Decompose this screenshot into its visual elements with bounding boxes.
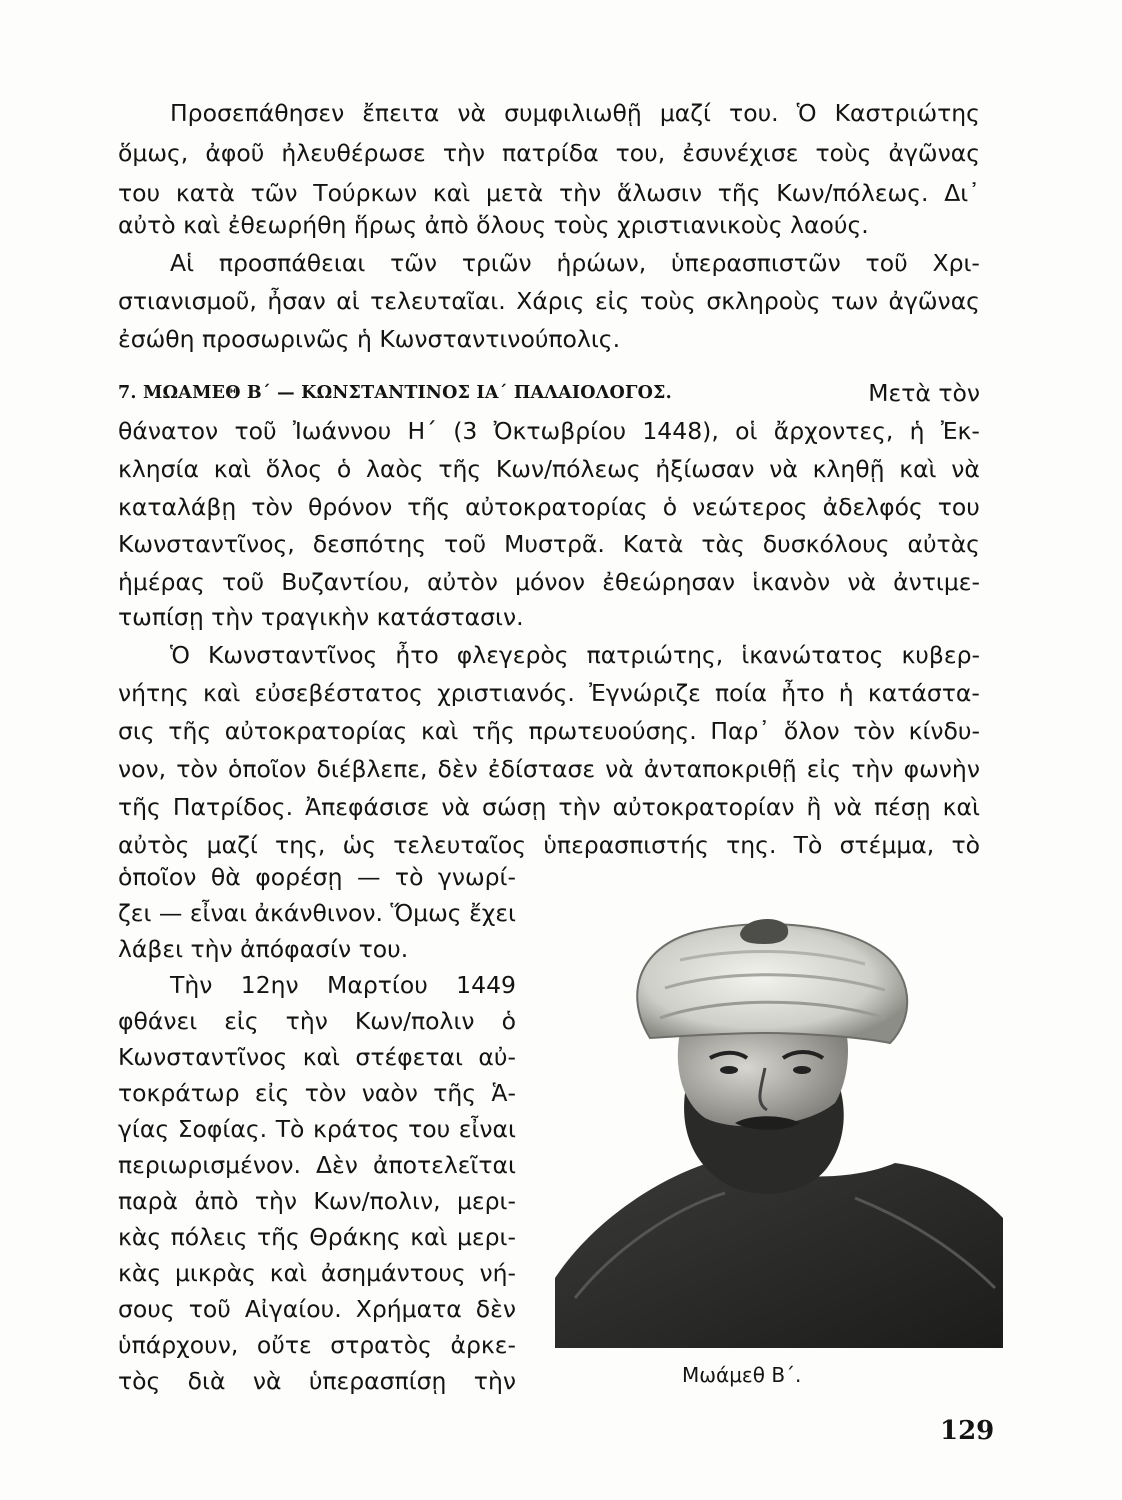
word: πρωτευούσης. bbox=[528, 717, 697, 745]
word: μετὰ bbox=[485, 179, 544, 207]
word: Δι᾽ bbox=[944, 179, 980, 207]
word: του bbox=[408, 1115, 451, 1143]
word: ἀπὸ bbox=[194, 1187, 239, 1215]
word: καὶ bbox=[942, 793, 980, 821]
word: τοὺς bbox=[815, 139, 872, 167]
word: κλησία bbox=[118, 455, 199, 483]
word: τῆς bbox=[256, 1223, 300, 1251]
word: ἱκανὸν bbox=[752, 568, 831, 596]
text-line bbox=[118, 94, 980, 132]
word: Τὴν bbox=[170, 971, 213, 999]
word: της. bbox=[726, 831, 777, 859]
portrait-illustration bbox=[555, 918, 1003, 1348]
word: δεσπότης bbox=[312, 530, 427, 558]
word: ἦσαν bbox=[267, 287, 326, 315]
word: νὰ bbox=[847, 568, 876, 596]
word: φωνὴν bbox=[903, 755, 980, 783]
word: Κων/πολιν bbox=[354, 1007, 475, 1035]
word: Χάρις bbox=[516, 287, 585, 315]
word: ἀκάνθινον. bbox=[254, 899, 383, 927]
word: Ὅμως bbox=[390, 899, 462, 927]
word: γίας bbox=[118, 1115, 170, 1143]
word: του bbox=[118, 179, 161, 207]
word: μαζί bbox=[206, 831, 258, 859]
word: τὸν bbox=[853, 717, 895, 745]
word: Μαρτίου bbox=[327, 971, 428, 999]
text-line bbox=[118, 1218, 516, 1256]
word: σις bbox=[118, 717, 155, 745]
word: τὴν bbox=[285, 1007, 328, 1035]
word: ἀγῶνας bbox=[888, 139, 980, 167]
text-line bbox=[118, 1110, 516, 1148]
word: Ὁ bbox=[170, 641, 190, 669]
word: Ὁ bbox=[796, 99, 817, 127]
word: Ὀκτωβρίου bbox=[493, 417, 627, 445]
word: τελευταῖος bbox=[393, 831, 527, 859]
text-line bbox=[118, 750, 980, 788]
word: ἀντιμε- bbox=[893, 568, 980, 596]
text-line: ἐσώθη προσωρινῶς ἡ Κωνσταντινούπολις. bbox=[118, 325, 621, 353]
word: ποία bbox=[715, 679, 767, 707]
word: Κωνσταντῖνος bbox=[118, 1043, 288, 1071]
word: καὶ bbox=[213, 455, 252, 483]
word: τὴν bbox=[473, 1367, 516, 1395]
text-line bbox=[118, 788, 980, 826]
word: Κων/πόλεως bbox=[495, 455, 641, 483]
word: μόνον bbox=[515, 568, 586, 596]
word: φθάνει bbox=[118, 1007, 198, 1035]
word: Τὸ bbox=[275, 1115, 305, 1143]
word: ὑπερασπιστής bbox=[543, 831, 709, 859]
word: τῆς bbox=[433, 1079, 477, 1107]
text-line bbox=[118, 1254, 516, 1292]
word: μερι- bbox=[456, 1187, 516, 1215]
word: κατὰ bbox=[175, 179, 235, 207]
word: νὰ bbox=[457, 99, 487, 127]
word: οὔτε bbox=[256, 1331, 312, 1359]
portrait-sketch bbox=[555, 918, 1003, 1348]
word: καὶ bbox=[302, 1043, 340, 1071]
figure-caption: Μωάμεθ Β΄. bbox=[682, 1363, 802, 1387]
text-line bbox=[118, 966, 516, 1004]
word: ἡ bbox=[909, 417, 925, 445]
word: τριῶν bbox=[461, 249, 532, 277]
text-line bbox=[118, 636, 980, 674]
word: ὅμως, bbox=[118, 139, 189, 167]
word: ἠξίωσαν bbox=[655, 455, 755, 483]
word: μαζί bbox=[659, 99, 712, 127]
text-line bbox=[118, 525, 980, 563]
word: στέφεται bbox=[355, 1043, 463, 1071]
word: Ἁ- bbox=[491, 1079, 516, 1107]
word: ἐσυνέχισε bbox=[682, 139, 799, 167]
word: Τούρκων bbox=[313, 179, 418, 207]
word: διέβλεπε, bbox=[316, 755, 428, 783]
word: τὸν bbox=[176, 755, 218, 783]
word: νὰ bbox=[833, 793, 863, 821]
word: νὰ bbox=[441, 793, 471, 821]
word: ἡμέρας bbox=[118, 568, 205, 596]
word: πέσῃ bbox=[874, 793, 931, 821]
word: ἀγῶνας bbox=[888, 287, 980, 315]
word: Δὲν bbox=[315, 1151, 358, 1179]
word: οἱ bbox=[735, 417, 758, 445]
word: τοῦ bbox=[221, 568, 265, 596]
word: καὶ bbox=[432, 179, 471, 207]
word: εἰς bbox=[594, 287, 630, 315]
word: ὁ bbox=[501, 1007, 516, 1035]
word: ὁποῖον bbox=[227, 755, 307, 783]
word: θὰ bbox=[210, 863, 241, 891]
word: τοῦ bbox=[234, 417, 277, 445]
word: φορέσῃ bbox=[255, 863, 343, 891]
text-line bbox=[118, 450, 980, 488]
word: καὶ bbox=[899, 455, 937, 483]
word: χριστιανός. bbox=[437, 679, 575, 707]
word: τὸν bbox=[304, 1079, 347, 1107]
word: ἀποτελεῖται bbox=[372, 1151, 516, 1179]
word: ζει bbox=[118, 899, 152, 927]
word: νήτης bbox=[118, 679, 189, 707]
word: τὴν bbox=[851, 755, 894, 783]
word: Σοφίας. bbox=[177, 1115, 268, 1143]
word: νὰ bbox=[605, 755, 634, 783]
word: Θράκης bbox=[309, 1223, 401, 1251]
word: σους bbox=[118, 1295, 175, 1323]
word: ἅλωσιν bbox=[616, 179, 702, 207]
word: περιωρισμένον. bbox=[118, 1151, 301, 1179]
word: Κων/πόλεως. bbox=[776, 179, 929, 207]
text-line bbox=[118, 1182, 516, 1220]
word: κίνδυ- bbox=[908, 717, 980, 745]
word: Κατὰ bbox=[622, 530, 684, 558]
word: ὅλος bbox=[265, 455, 323, 483]
word: Χρήματα bbox=[355, 1295, 462, 1323]
word: της, bbox=[275, 831, 326, 859]
text-line bbox=[118, 674, 980, 712]
word: πατριώτης, bbox=[586, 641, 724, 669]
word: διὰ bbox=[187, 1367, 226, 1395]
word: τῆς bbox=[717, 179, 761, 207]
word: Κωνσταντῖνος, bbox=[118, 530, 295, 558]
word: ὑπάρχουν, bbox=[118, 1331, 239, 1359]
text-line bbox=[118, 1290, 516, 1328]
section-heading: 7. ΜΩΑΜΕΘ Β΄ — ΚΩΝΣΤΑΝΤΙΝΟΣ ΙΑ΄ ΠΑΛΑΙΟΛΟΓΟΣ. bbox=[118, 383, 672, 403]
word: καὶ bbox=[421, 717, 459, 745]
word: Πατρίδος. bbox=[172, 793, 294, 821]
word: (3 bbox=[453, 417, 478, 445]
word: ὅλον bbox=[783, 717, 840, 745]
word: Η΄ bbox=[407, 417, 437, 445]
word: γνωρί- bbox=[437, 863, 516, 891]
word: θάνατον bbox=[118, 417, 219, 445]
word: ἡ bbox=[838, 679, 854, 707]
text-line bbox=[118, 1074, 516, 1112]
word: ἀρκε- bbox=[450, 1331, 516, 1359]
word: αὐτοκρατορίας bbox=[465, 493, 648, 521]
word: τὴν bbox=[442, 139, 485, 167]
text-line bbox=[118, 282, 980, 320]
word: πόλεις bbox=[170, 1223, 248, 1251]
word: τῶν bbox=[390, 249, 438, 277]
text-line bbox=[118, 858, 516, 896]
word: Ἐγνώριζε bbox=[589, 679, 701, 707]
word: ἀδελφός bbox=[822, 493, 923, 521]
word: δυσκόλους bbox=[762, 530, 890, 558]
word: τὸς bbox=[118, 1367, 161, 1395]
word: καὶ bbox=[203, 679, 241, 707]
word: ὁποῖον bbox=[118, 863, 197, 891]
word: δὲν bbox=[437, 755, 478, 783]
word: ἠλευθέρωσε bbox=[281, 139, 426, 167]
word: Ἰωάννου bbox=[292, 417, 392, 445]
word: τῶν bbox=[250, 179, 298, 207]
word: παρὰ bbox=[118, 1187, 179, 1215]
text-line bbox=[118, 488, 980, 526]
word: αὐτὸς bbox=[118, 831, 190, 859]
word: αὐτοκρατορίας bbox=[224, 717, 408, 745]
word: τῆς bbox=[471, 717, 515, 745]
word: Ἐκ- bbox=[940, 417, 980, 445]
word: τὴν bbox=[558, 793, 601, 821]
word: κυβερ- bbox=[901, 641, 980, 669]
word: πατρίδα bbox=[502, 139, 599, 167]
word: νὰ bbox=[951, 455, 980, 483]
word: Καστριώτης bbox=[834, 99, 980, 127]
text-line bbox=[118, 1326, 516, 1364]
word: νὰ bbox=[252, 1367, 282, 1395]
word: σώσῃ bbox=[482, 793, 547, 821]
word: τῆς bbox=[438, 455, 482, 483]
word: λαὸς bbox=[366, 455, 424, 483]
text-line: αὐτὸ καὶ ἐθεωρήθη ἥρως ἀπὸ ὅλους τοὺς χριστιανικοὺς λαούς. bbox=[118, 211, 869, 239]
word: εἰς bbox=[254, 1079, 290, 1107]
word: Προσεπάθησεν bbox=[170, 99, 345, 127]
word: του, bbox=[615, 139, 666, 167]
word: Κων/πολιν, bbox=[313, 1187, 441, 1215]
word: ἀσημάντους bbox=[320, 1259, 466, 1287]
page-number: 129 bbox=[940, 1416, 995, 1446]
word: προσπάθειαι bbox=[218, 249, 366, 277]
word: Κωνσταντῖνος bbox=[207, 641, 378, 669]
word: Αἱ bbox=[170, 249, 195, 277]
word: Παρ᾽ bbox=[710, 717, 771, 745]
word: ναὸν bbox=[361, 1079, 418, 1107]
word: τῆς bbox=[118, 793, 161, 821]
text-line bbox=[118, 712, 980, 750]
word: κατάστα- bbox=[867, 679, 980, 707]
word: Ἀπεφάσισε bbox=[305, 793, 430, 821]
word: νὰ bbox=[769, 455, 798, 483]
word: κράτος bbox=[312, 1115, 400, 1143]
word: σκληροὺς bbox=[706, 287, 821, 315]
word: τὴν bbox=[254, 1187, 298, 1215]
word: 1448), bbox=[642, 417, 719, 445]
word: Χρι- bbox=[932, 249, 980, 277]
word: εἰς bbox=[224, 1007, 259, 1035]
text-line bbox=[118, 1038, 516, 1076]
text-line bbox=[118, 1002, 516, 1040]
text-line bbox=[118, 1146, 516, 1184]
word: εἶναι bbox=[458, 1115, 516, 1143]
word: ἀνταποκριθῇ bbox=[643, 755, 797, 783]
text-line bbox=[118, 894, 516, 932]
word: τοῦ bbox=[188, 1295, 231, 1323]
word: αὐτοκρατορίαν bbox=[612, 793, 795, 821]
word: ἐθεώρησαν bbox=[602, 568, 735, 596]
word: ὁ bbox=[336, 455, 352, 483]
word: Βυζαντίου, bbox=[281, 568, 410, 596]
word: ἡρώων, bbox=[556, 249, 647, 277]
word: — bbox=[356, 863, 381, 891]
word: κληθῇ bbox=[812, 455, 885, 483]
word: τὴν bbox=[558, 179, 602, 207]
word: καὶ bbox=[269, 1259, 308, 1287]
word: — bbox=[158, 899, 183, 927]
word: ἦτο bbox=[781, 679, 825, 707]
word: Τὸ bbox=[793, 831, 823, 859]
section-heading-line bbox=[118, 374, 980, 412]
word: εὐσεβέστατος bbox=[254, 679, 423, 707]
text-line: τωπίσῃ τὴν τραγικὴν κατάστασιν. bbox=[118, 603, 524, 631]
word: ἦτο bbox=[395, 641, 439, 669]
word: δὲν bbox=[475, 1295, 516, 1323]
word: Αἰγαίου. bbox=[244, 1295, 342, 1323]
word: ἢ bbox=[806, 793, 822, 821]
word: εἶναι bbox=[189, 899, 248, 927]
word: 12ην bbox=[240, 971, 299, 999]
word: τοῦ bbox=[444, 530, 487, 558]
word: τελευταῖαι. bbox=[370, 287, 506, 315]
word: τὸ bbox=[394, 863, 424, 891]
word: τὸν bbox=[251, 493, 293, 521]
text-line: λάβει τὴν ἀπόφασίν του. bbox=[118, 935, 409, 963]
word: τοὺς bbox=[639, 287, 696, 315]
word: ἔπειτα bbox=[362, 99, 440, 127]
word: συμφιλιωθῇ bbox=[504, 99, 642, 127]
word: ἔχει bbox=[469, 899, 516, 927]
word: ἀφοῦ bbox=[205, 139, 265, 167]
word: ὑπερασπιστῶν bbox=[671, 249, 841, 277]
word: θρόνον bbox=[307, 493, 393, 521]
word: ὑπερασπίσῃ bbox=[308, 1367, 447, 1395]
word: τῆς bbox=[168, 717, 212, 745]
word: μερι- bbox=[456, 1223, 516, 1251]
text-line bbox=[118, 412, 980, 450]
word: νεώτερος bbox=[692, 493, 808, 521]
word: ὡς bbox=[342, 831, 377, 859]
word: των bbox=[831, 287, 878, 315]
text-line bbox=[118, 1362, 516, 1400]
heading-continuation: Μετὰ τὸν bbox=[868, 379, 980, 407]
word: τὸ bbox=[951, 831, 980, 859]
word: αὐτὰς bbox=[907, 530, 980, 558]
word: τοκράτωρ bbox=[118, 1079, 240, 1107]
word: νή- bbox=[479, 1259, 516, 1287]
word: Μυστρᾶ. bbox=[504, 530, 605, 558]
word: ἱκανώτατος bbox=[741, 641, 884, 669]
text-line bbox=[118, 563, 980, 601]
word: φλεγερὸς bbox=[456, 641, 569, 669]
word: εἰς bbox=[806, 755, 842, 783]
word: τὰς bbox=[701, 530, 745, 558]
word: αἱ bbox=[336, 287, 360, 315]
word: στέμμα, bbox=[839, 831, 935, 859]
word: αὐτὸν bbox=[427, 568, 498, 596]
word: ἐδίστασε bbox=[487, 755, 596, 783]
word: 1449 bbox=[456, 971, 516, 999]
word: νον, bbox=[118, 755, 167, 783]
word: στρατὸς bbox=[330, 1331, 432, 1359]
word: καταλάβῃ bbox=[118, 493, 237, 521]
word: μικρὰς bbox=[174, 1259, 256, 1287]
word: αὐ- bbox=[478, 1043, 516, 1071]
word: του. bbox=[729, 99, 779, 127]
word: του bbox=[937, 493, 980, 521]
word: κὰς bbox=[118, 1223, 162, 1251]
word: ἄρχοντες, bbox=[773, 417, 894, 445]
word: τῆς bbox=[407, 493, 451, 521]
word: ὁ bbox=[662, 493, 678, 521]
text-line bbox=[118, 244, 980, 282]
text-line bbox=[118, 134, 980, 172]
word: τοῦ bbox=[865, 249, 908, 277]
word: κὰς bbox=[118, 1259, 162, 1287]
word: στιανισμοῦ, bbox=[118, 287, 257, 315]
word: καὶ bbox=[410, 1223, 448, 1251]
